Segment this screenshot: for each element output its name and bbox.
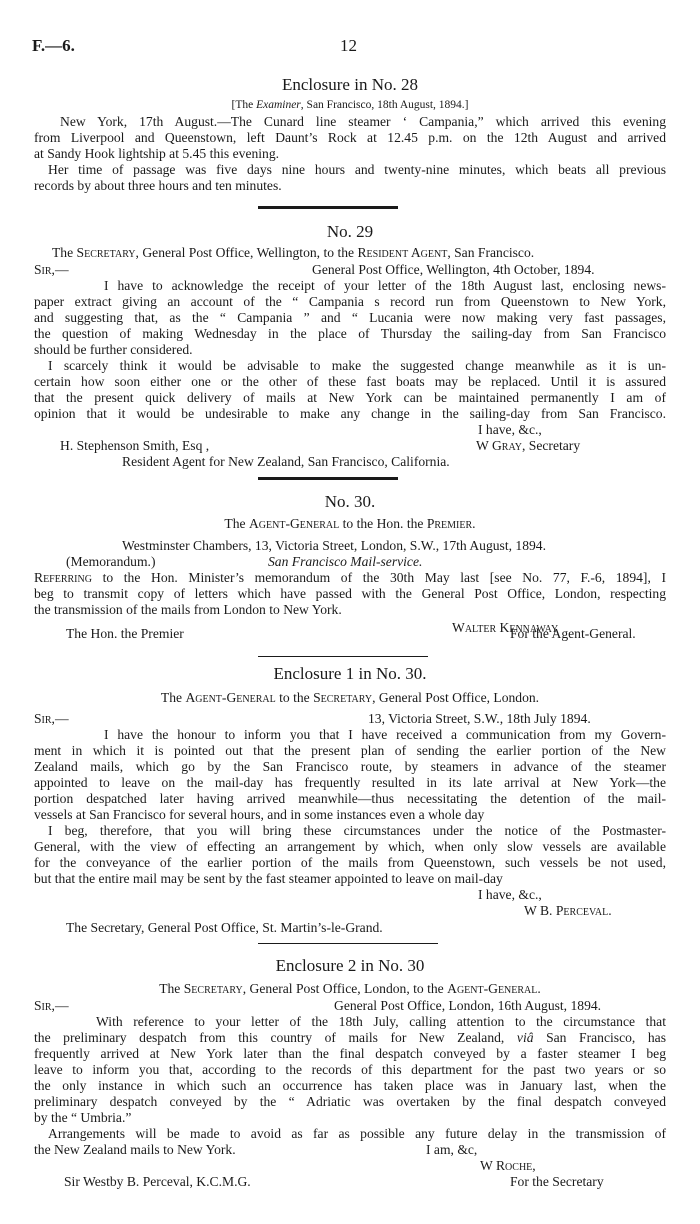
no29-signature: W Gray, Secretary	[476, 438, 581, 453]
enc1-text-line: vessels at San Francisco for several hours, and in some instances even a whole day	[34, 807, 485, 822]
enc2-text-line: the preliminary despatch from this country of mails for New Zealand, viâ San Francisco, has	[34, 1030, 666, 1045]
enc1-closing: I have, &c.,	[478, 887, 542, 902]
no30-for: For the Agent-General.	[510, 626, 636, 641]
no30-text-line: beg to transmit copy of letters which have passed with the General Post Office, London, respecting	[34, 586, 666, 601]
enc1-text-line: appointed to leave on the mail-day has frequently resulted in its late arrival at New York—the	[34, 775, 666, 790]
enc2-text-line: leave to inform you that, according to the records of this department for the past two years or so	[34, 1062, 666, 1077]
enc2-text-line: the New Zealand mails to New York.	[34, 1142, 236, 1157]
enc1-text-line: Zealand mails, which go by the San Francisco route, by steamers in advance of the steamer	[34, 759, 666, 774]
enc2-text-line: by the “ Umbria.”	[34, 1110, 132, 1125]
enc2-text-line: With reference to your letter of the 18th July, calling attention to the circumstance that	[96, 1014, 666, 1029]
enc1-salutation: Sir,—	[34, 711, 69, 726]
no29-text-line: that the present quick delivery of mails at New York can be maintained permanently I am of	[34, 390, 666, 405]
no29-addressee: H. Stephenson Smith, Esq ,	[60, 438, 210, 453]
enc1-text-line: I beg, therefore, that you will bring these circumstances under the notice of the Postmaster-	[48, 823, 666, 838]
enc28-text-line: from Liverpool and Queenstown, left Daunt’s Rock at 12.45 p.m. on the 12th August and arrived	[34, 130, 666, 145]
enc1-addressee: The Secretary, General Post Office, St. Martin’s-le-Grand.	[66, 920, 383, 935]
section-divider	[258, 656, 428, 657]
enc2-text-line: preliminary despatch conveyed by the “ Adriatic was overtaken by the final despatch conveyed	[34, 1094, 666, 1109]
no29-text-line: should be further considered.	[34, 342, 193, 357]
no30-heading: The Agent-General to the Hon. the Premier.	[224, 516, 476, 531]
enc1-title: Enclosure 1 in No. 30.	[273, 664, 427, 683]
enc2-closing: I am, &c,	[426, 1142, 478, 1157]
enc28-text-line: at Sandy Hook lightship at 5.45 this evening.	[34, 146, 280, 161]
section-divider	[258, 477, 398, 480]
no30-title: No. 30.	[324, 492, 376, 511]
enc1-signature: W B. Perceval.	[524, 903, 612, 918]
no30-subject: San Francisco Mail-service.	[268, 554, 423, 569]
no29-text-line: and suggesting that, as the “ Campania ” and “ Lucania were now making very fast passages,	[34, 310, 666, 325]
enc28-text-line: Her time of passage was five days nine hours and twenty-nine minutes, which beats all previous	[48, 162, 666, 177]
enc2-heading: The Secretary, General Post Office, London, to the Agent-General.	[159, 981, 541, 996]
no30-memo-label: (Memorandum.)	[66, 554, 156, 569]
enc2-text-line: the only instance in which such an occurrence has taken place was in January last, when the	[34, 1078, 666, 1093]
no29-text-line: paper extract giving an account of the “ Campania s record run from Queenstown to New York,	[34, 294, 666, 309]
enc2-title: Enclosure 2 in No. 30	[275, 956, 425, 975]
enc1-heading: The Agent-General to the Secretary, General Post Office, London.	[160, 690, 540, 705]
enc1-text-line: for the conveyance of the earlier portion of the mails from Queenstown, such vessels be not used,	[34, 855, 666, 870]
enc28-title: Enclosure in No. 28	[282, 75, 418, 94]
section-divider	[258, 206, 398, 209]
no29-salutation: Sir,—	[34, 262, 69, 277]
no29-closing: I have, &c.,	[478, 422, 542, 437]
enc2-text-line: frequently arrived at New York later than the final despatch conveyed by a faster steamer I beg	[34, 1046, 666, 1061]
no30-text-line: Referring to the Hon. Minister’s memorandum of the 30th May last [see No. 77, F.-6, 1894], I	[34, 570, 666, 585]
enc2-addressee: Sir Westby B. Perceval, K.C.M.G.	[64, 1174, 251, 1189]
no30-text-line: the transmission of the mails from London to New York.	[34, 602, 342, 617]
enc2-text-line: Arrangements will be made to avoid as far as possible any future delay in the transmission of	[48, 1126, 666, 1141]
enc1-address: 13, Victoria Street, S.W., 18th July 1894.	[368, 711, 591, 726]
page-number: 12	[340, 36, 357, 55]
no30-addressee: The Hon. the Premier	[66, 626, 184, 641]
no29-addressee-line2: Resident Agent for New Zealand, San Francisco, California.	[122, 454, 450, 469]
page-ref: F.—6.	[32, 36, 75, 55]
no30-address: Westminster Chambers, 13, Victoria Street, London, S.W., 17th August, 1894.	[122, 538, 546, 553]
enc2-signature: W Roche,	[480, 1158, 536, 1173]
no29-heading: The Secretary, General Post Office, Wellington, to the Resident Agent, San Francisco.	[52, 245, 535, 260]
enc28-text-line: records by about three hours and ten minutes.	[34, 178, 282, 193]
no29-title: No. 29	[326, 222, 374, 241]
enc1-text-line: General, with the view of effecting an arrangement by which, when only slow vessels are available	[34, 839, 666, 854]
enc2-salutation: Sir,—	[34, 998, 69, 1013]
enc1-text-line: but that the entire mail may be sent by the fast steamer appointed to leave on mail-day	[34, 871, 503, 886]
enc1-text-line: I have the honour to inform you that I have received a communication from my Govern-	[104, 727, 666, 742]
no29-text-line: I scarcely think it would be advisable to make the suggested change meanwhile as it is un-	[48, 358, 666, 373]
enc28-source: [The Examiner, San Francisco, 18th August, 1894.]	[231, 99, 469, 111]
enc1-text-line: ment in which it is pointed out that the present plan of sending the earlier portion of the New	[34, 743, 666, 758]
enc1-text-line: portion despatched later having arrived meanwhile—thus necessitating the detention of the mail-	[34, 791, 666, 806]
enc2-for: For the Secretary	[510, 1174, 604, 1189]
no29-text-line: I have to acknowledge the receipt of your letter of the 18th August last, enclosing news-	[104, 278, 666, 293]
no29-text-line: the question of making Wednesday in the place of Thursday the sailing-day from San Francisco	[34, 326, 666, 341]
section-divider	[258, 943, 438, 944]
no29-text-line: opinion that it would be undesirable to make any change in the sailing-day from San Francisco.	[34, 406, 666, 421]
no29-text-line: certain how soon either one or the other of these fast boats may be replaced. Until it is assured	[34, 374, 666, 389]
enc2-address: General Post Office, London, 16th August, 1894.	[334, 998, 602, 1013]
no30-signer: Walter Kennaway	[452, 620, 559, 635]
no29-address: General Post Office, Wellington, 4th October, 1894.	[312, 262, 595, 277]
enc28-text-line: New York, 17th August.—The Cunard line steamer ‘ Campania,” which arrived this evening	[60, 114, 666, 129]
